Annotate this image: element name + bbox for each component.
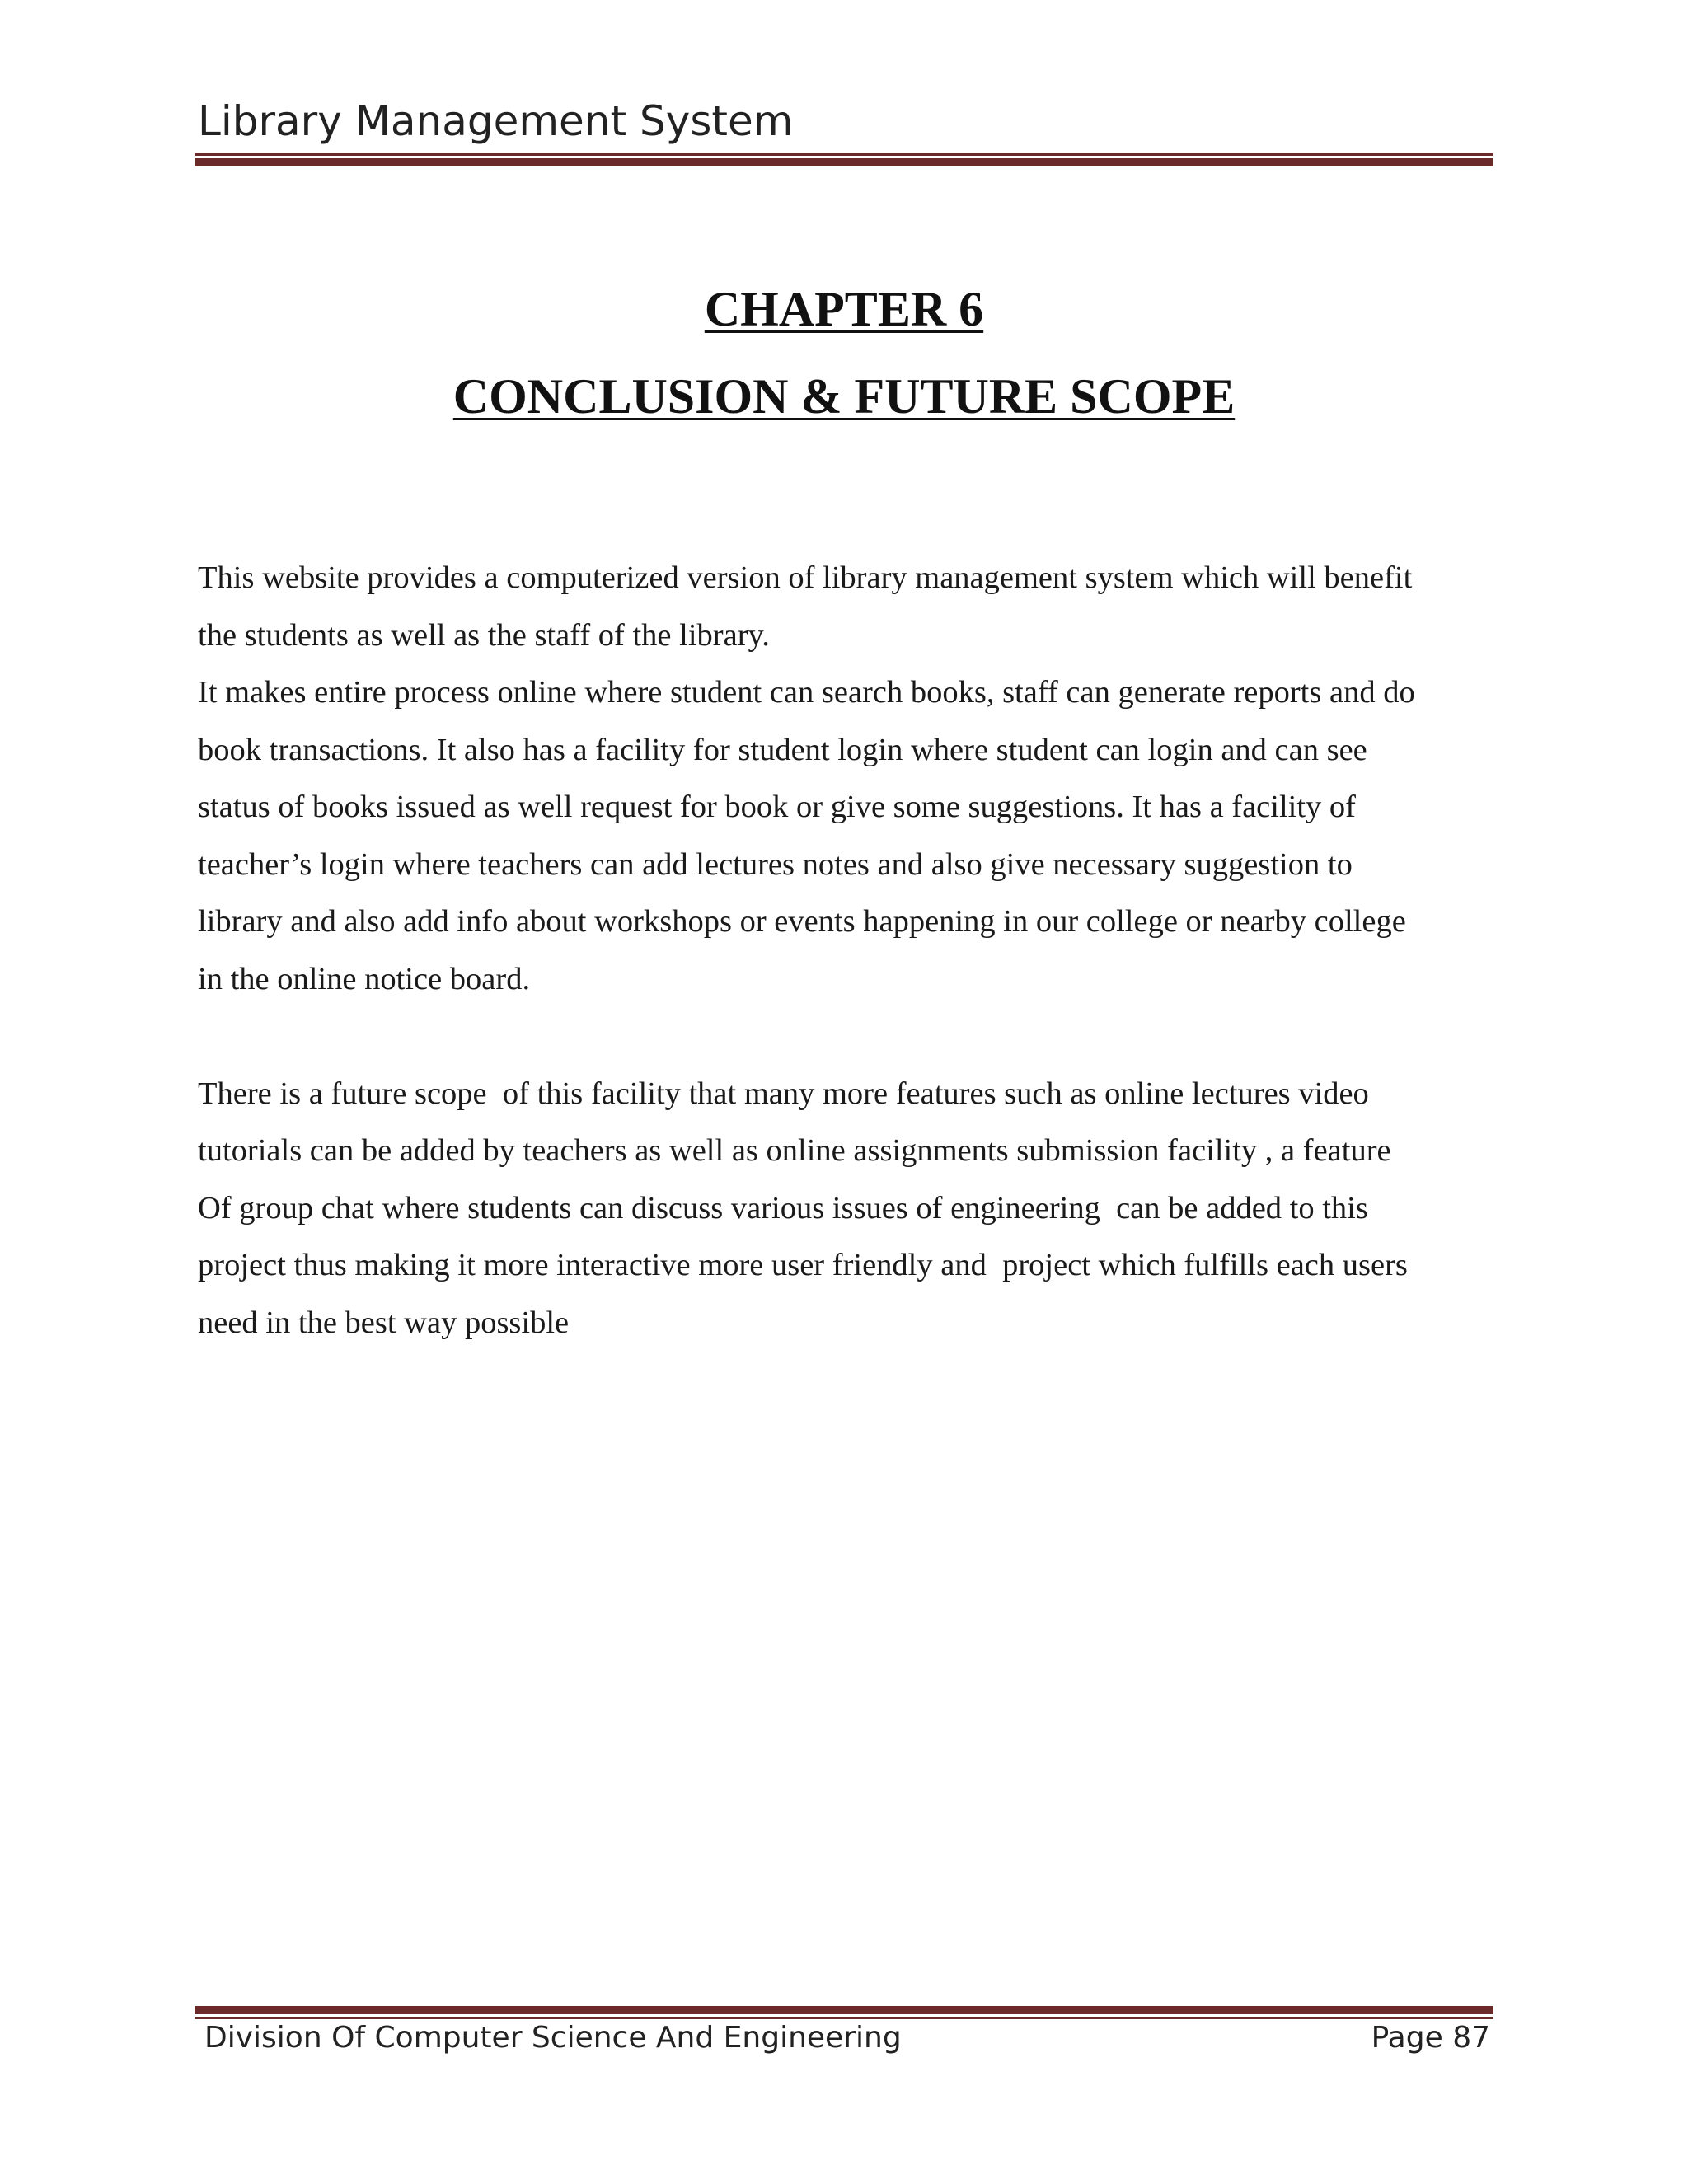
chapter-title: CONCLUSION & FUTURE SCOPE [452,369,1236,424]
paragraph-spacer [198,1008,1500,1066]
running-header-title: Library Management System [198,97,794,145]
body-line: Of group chat where students can discuss various issues of engineering can be added to this [198,1190,1368,1226]
chapter-number: CHAPTER 6 [704,282,984,336]
body-line: There is a future scope of this facility that many more features such as online lectures video [198,1076,1369,1111]
body-line: in the online notice board. [198,961,531,996]
body-text [198,550,1500,1352]
body-line: This website provides a computerized version of library management system which will benefit [198,560,1413,595]
footer-rule [195,2006,1493,2019]
body-line: It makes entire process online where student can search books, staff can generate reports and do [198,675,1415,710]
chapter-heading [195,276,1493,429]
body-line: teacher’s login where teachers can add lectures notes and also give necessary suggestion to [198,846,1353,882]
body-line: project thus making it more interactive more user friendly and project which fulfills each users [198,1248,1408,1282]
body-line: status of books issued as well request for book or give some suggestions. It has a facility of [198,790,1357,824]
body-line: the students as well as the staff of the library. [198,617,770,653]
body-line: need in the best way possible [198,1305,570,1340]
body-line: tutorials can be added by teachers as well as online assignments submission facility , a feature [198,1133,1391,1168]
body-line: library and also add info about workshops or events happening in our college or nearby college [198,904,1406,939]
footer-page-number: Page 87 [1371,2021,1490,2055]
body-line: book transactions. It also has a facility for student login where student can login and can see [198,732,1367,767]
header-rule [195,153,1493,166]
footer-division: Division Of Computer Science And Engineering [204,2021,902,2055]
